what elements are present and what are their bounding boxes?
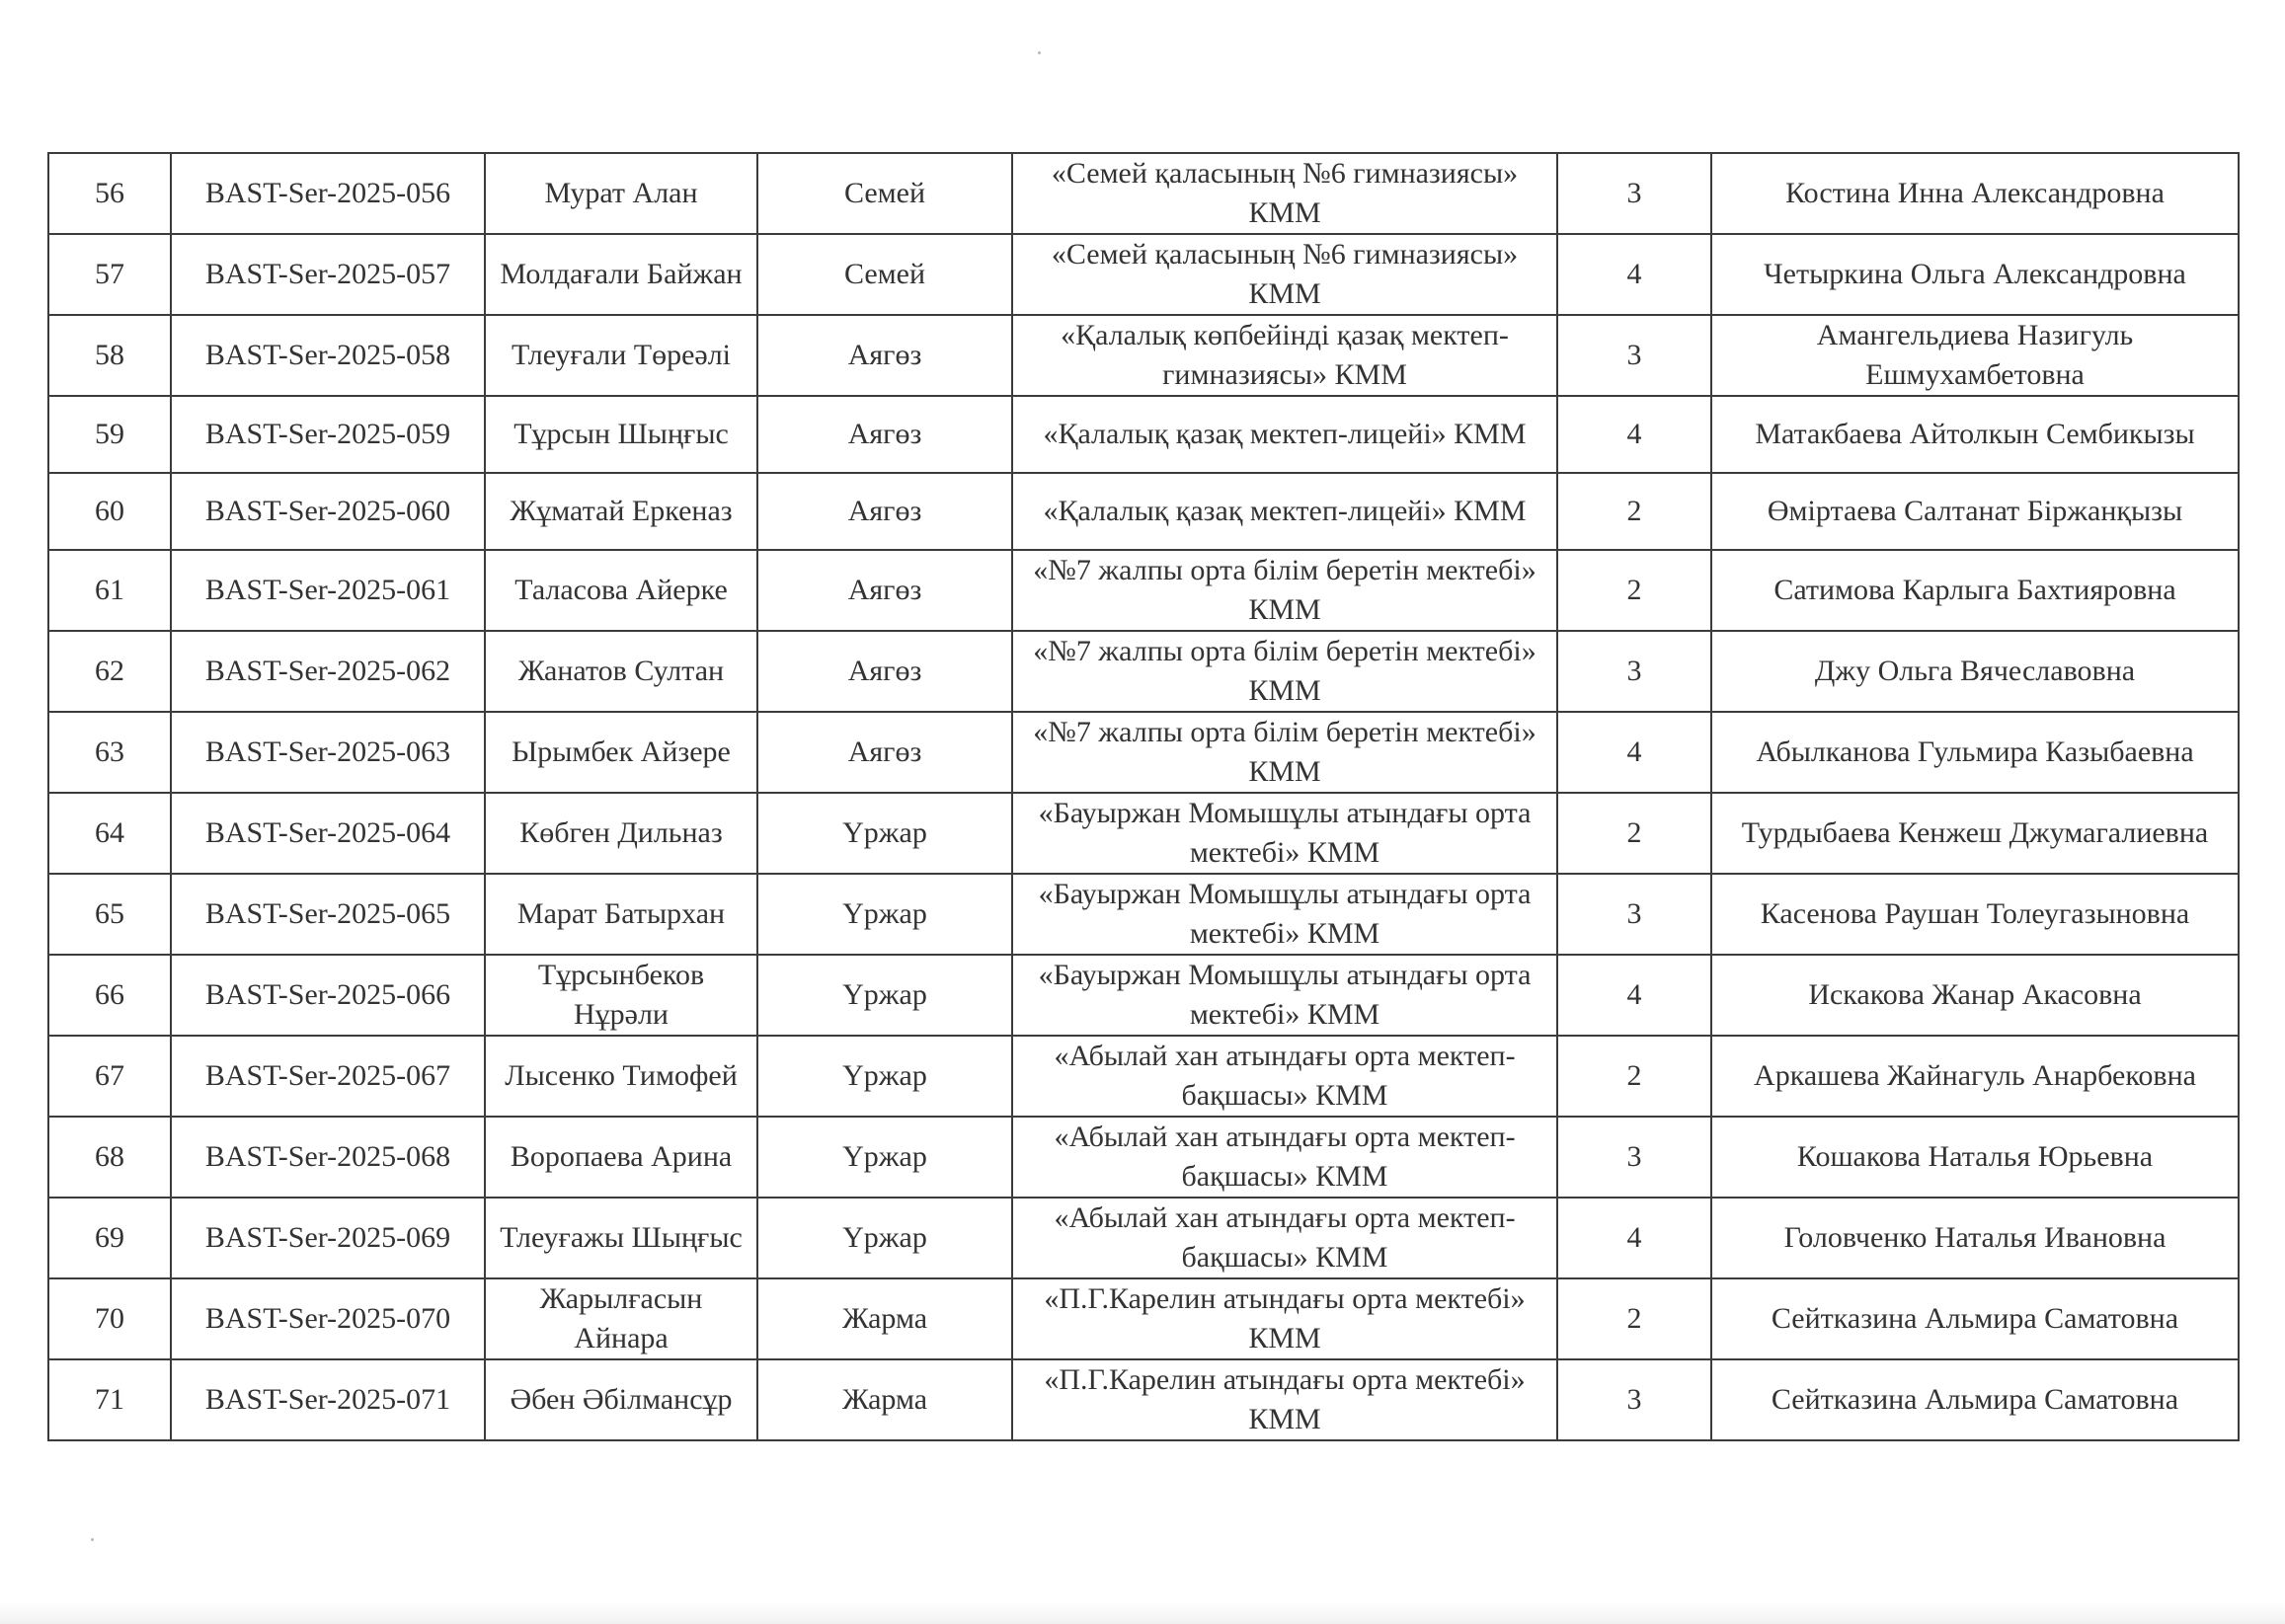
row-number: 67 bbox=[48, 1036, 171, 1117]
participant-city: Үржар bbox=[757, 1036, 1012, 1117]
teacher-name: Аркашева Жайнагуль Анарбековна bbox=[1711, 1036, 2239, 1117]
grade: 2 bbox=[1557, 550, 1711, 631]
school-name: «№7 жалпы орта білім беретін мектебі» КММ bbox=[1012, 550, 1557, 631]
participant-city: Үржар bbox=[757, 955, 1012, 1036]
grade: 2 bbox=[1557, 1278, 1711, 1359]
participant-name: Тлеуғажы Шыңғыс bbox=[485, 1198, 757, 1278]
teacher-name: Турдыбаева Кенжеш Джумагалиевна bbox=[1711, 793, 2239, 874]
school-name: «П.Г.Карелин атындағы орта мектебі» КММ bbox=[1012, 1359, 1557, 1440]
participant-name: Көбген Дильназ bbox=[485, 793, 757, 874]
school-name: «№7 жалпы орта білім беретін мектебі» КММ bbox=[1012, 712, 1557, 793]
teacher-name: Костина Инна Александровна bbox=[1711, 153, 2239, 234]
grade: 2 bbox=[1557, 793, 1711, 874]
row-number: 68 bbox=[48, 1117, 171, 1198]
teacher-name: Искакова Жанар Акасовна bbox=[1711, 955, 2239, 1036]
row-number: 62 bbox=[48, 631, 171, 712]
participants-table bbox=[47, 152, 2240, 1441]
teacher-name: Касенова Раушан Толеугазыновна bbox=[1711, 874, 2239, 955]
grade: 2 bbox=[1557, 473, 1711, 550]
table-row bbox=[48, 153, 2239, 234]
teacher-name: Матакбаева Айтолкын Сембикызы bbox=[1711, 396, 2239, 473]
table-row bbox=[48, 396, 2239, 473]
row-number: 63 bbox=[48, 712, 171, 793]
table-row bbox=[48, 234, 2239, 315]
participant-name: Жарылғасын Айнара bbox=[485, 1278, 757, 1359]
grade: 4 bbox=[1557, 955, 1711, 1036]
school-name: «Қалалық көпбейінді қазақ мектеп-гимназиясы» КММ bbox=[1012, 315, 1557, 396]
teacher-name: Головченко Наталья Ивановна bbox=[1711, 1198, 2239, 1278]
grade: 4 bbox=[1557, 712, 1711, 793]
table-body bbox=[48, 153, 2239, 1440]
scan-speck bbox=[91, 1538, 94, 1541]
scan-bottom-edge bbox=[0, 1602, 2285, 1624]
grade: 2 bbox=[1557, 1036, 1711, 1117]
teacher-name: Четыркина Ольга Александровна bbox=[1711, 234, 2239, 315]
participant-code: BAST-Ser-2025-071 bbox=[171, 1359, 485, 1440]
row-number: 69 bbox=[48, 1198, 171, 1278]
table-row bbox=[48, 874, 2239, 955]
school-name: «П.Г.Карелин атындағы орта мектебі» КММ bbox=[1012, 1278, 1557, 1359]
teacher-name: Сейтказина Альмира Саматовна bbox=[1711, 1359, 2239, 1440]
participant-code: BAST-Ser-2025-057 bbox=[171, 234, 485, 315]
school-name: «Қалалық қазақ мектеп-лицейі» КММ bbox=[1012, 396, 1557, 473]
row-number: 60 bbox=[48, 473, 171, 550]
participant-code: BAST-Ser-2025-060 bbox=[171, 473, 485, 550]
grade: 3 bbox=[1557, 874, 1711, 955]
table-row bbox=[48, 473, 2239, 550]
table-row bbox=[48, 712, 2239, 793]
teacher-name: Сатимова Карлыга Бахтияровна bbox=[1711, 550, 2239, 631]
school-name: «Семей қаласының №6 гимназиясы» КММ bbox=[1012, 153, 1557, 234]
row-number: 57 bbox=[48, 234, 171, 315]
participant-city: Семей bbox=[757, 234, 1012, 315]
participant-name: Тұрсынбеков Нұрәли bbox=[485, 955, 757, 1036]
participant-city: Аягөз bbox=[757, 712, 1012, 793]
participant-city: Үржар bbox=[757, 874, 1012, 955]
participant-city: Аягөз bbox=[757, 631, 1012, 712]
grade: 4 bbox=[1557, 234, 1711, 315]
table-row bbox=[48, 1359, 2239, 1440]
teacher-name: Абылканова Гульмира Казыбаевна bbox=[1711, 712, 2239, 793]
row-number: 65 bbox=[48, 874, 171, 955]
participant-code: BAST-Ser-2025-066 bbox=[171, 955, 485, 1036]
participant-name: Жанатов Султан bbox=[485, 631, 757, 712]
participant-name: Воропаева Арина bbox=[485, 1117, 757, 1198]
participant-name: Марат Батырхан bbox=[485, 874, 757, 955]
participant-code: BAST-Ser-2025-065 bbox=[171, 874, 485, 955]
table-row bbox=[48, 315, 2239, 396]
table-row bbox=[48, 793, 2239, 874]
grade: 4 bbox=[1557, 1198, 1711, 1278]
table-row bbox=[48, 550, 2239, 631]
table-row bbox=[48, 631, 2239, 712]
school-name: «Бауыржан Момышұлы атындағы орта мектебі» КММ bbox=[1012, 955, 1557, 1036]
participant-name: Ырымбек Айзере bbox=[485, 712, 757, 793]
participant-city: Аягөз bbox=[757, 550, 1012, 631]
participant-code: BAST-Ser-2025-062 bbox=[171, 631, 485, 712]
grade: 4 bbox=[1557, 396, 1711, 473]
table-row bbox=[48, 955, 2239, 1036]
participant-code: BAST-Ser-2025-061 bbox=[171, 550, 485, 631]
participant-name: Лысенко Тимофей bbox=[485, 1036, 757, 1117]
row-number: 71 bbox=[48, 1359, 171, 1440]
school-name: «Абылай хан атындағы орта мектеп-бақшасы» КММ bbox=[1012, 1036, 1557, 1117]
participant-city: Үржар bbox=[757, 793, 1012, 874]
row-number: 64 bbox=[48, 793, 171, 874]
teacher-name: Өміртаева Салтанат Біржанқызы bbox=[1711, 473, 2239, 550]
participant-name: Молдағали Байжан bbox=[485, 234, 757, 315]
participant-code: BAST-Ser-2025-059 bbox=[171, 396, 485, 473]
row-number: 56 bbox=[48, 153, 171, 234]
participant-code: BAST-Ser-2025-058 bbox=[171, 315, 485, 396]
participant-code: BAST-Ser-2025-068 bbox=[171, 1117, 485, 1198]
grade: 3 bbox=[1557, 153, 1711, 234]
school-name: «Бауыржан Момышұлы атындағы орта мектебі» КММ bbox=[1012, 793, 1557, 874]
scan-speck bbox=[1038, 51, 1041, 54]
teacher-name: Джу Ольга Вячеславовна bbox=[1711, 631, 2239, 712]
school-name: «Қалалық қазақ мектеп-лицейі» КММ bbox=[1012, 473, 1557, 550]
teacher-name: Кошакова Наталья Юрьевна bbox=[1711, 1117, 2239, 1198]
participant-name: Тұрсын Шыңғыс bbox=[485, 396, 757, 473]
participant-name: Әбен Әбілмансұр bbox=[485, 1359, 757, 1440]
participant-city: Семей bbox=[757, 153, 1012, 234]
school-name: «Бауыржан Момышұлы атындағы орта мектебі» КММ bbox=[1012, 874, 1557, 955]
row-number: 58 bbox=[48, 315, 171, 396]
table-row bbox=[48, 1036, 2239, 1117]
participant-code: BAST-Ser-2025-064 bbox=[171, 793, 485, 874]
participant-city: Аягөз bbox=[757, 315, 1012, 396]
participant-code: BAST-Ser-2025-056 bbox=[171, 153, 485, 234]
table-row bbox=[48, 1278, 2239, 1359]
participant-name: Таласова Айерке bbox=[485, 550, 757, 631]
participant-city: Аягөз bbox=[757, 473, 1012, 550]
school-name: «Абылай хан атындағы орта мектеп-бақшасы» КММ bbox=[1012, 1117, 1557, 1198]
school-name: «Абылай хан атындағы орта мектеп-бақшасы» КММ bbox=[1012, 1198, 1557, 1278]
participant-name: Жұматай Еркеназ bbox=[485, 473, 757, 550]
row-number: 61 bbox=[48, 550, 171, 631]
participant-city: Жарма bbox=[757, 1359, 1012, 1440]
participant-city: Жарма bbox=[757, 1278, 1012, 1359]
grade: 3 bbox=[1557, 1117, 1711, 1198]
grade: 3 bbox=[1557, 631, 1711, 712]
participant-city: Үржар bbox=[757, 1117, 1012, 1198]
school-name: «Семей қаласының №6 гимназиясы» КММ bbox=[1012, 234, 1557, 315]
teacher-name: Амангельдиева Назигуль Ешмухамбетовна bbox=[1711, 315, 2239, 396]
row-number: 70 bbox=[48, 1278, 171, 1359]
participant-code: BAST-Ser-2025-069 bbox=[171, 1198, 485, 1278]
participant-code: BAST-Ser-2025-063 bbox=[171, 712, 485, 793]
row-number: 59 bbox=[48, 396, 171, 473]
participant-city: Үржар bbox=[757, 1198, 1012, 1278]
participant-name: Мурат Алан bbox=[485, 153, 757, 234]
participant-name: Тлеуғали Төреәлі bbox=[485, 315, 757, 396]
school-name: «№7 жалпы орта білім беретін мектебі» КММ bbox=[1012, 631, 1557, 712]
teacher-name: Сейтказина Альмира Саматовна bbox=[1711, 1278, 2239, 1359]
grade: 3 bbox=[1557, 1359, 1711, 1440]
participant-code: BAST-Ser-2025-067 bbox=[171, 1036, 485, 1117]
grade: 3 bbox=[1557, 315, 1711, 396]
table-row bbox=[48, 1198, 2239, 1278]
participant-code: BAST-Ser-2025-070 bbox=[171, 1278, 485, 1359]
table-row bbox=[48, 1117, 2239, 1198]
participant-city: Аягөз bbox=[757, 396, 1012, 473]
row-number: 66 bbox=[48, 955, 171, 1036]
